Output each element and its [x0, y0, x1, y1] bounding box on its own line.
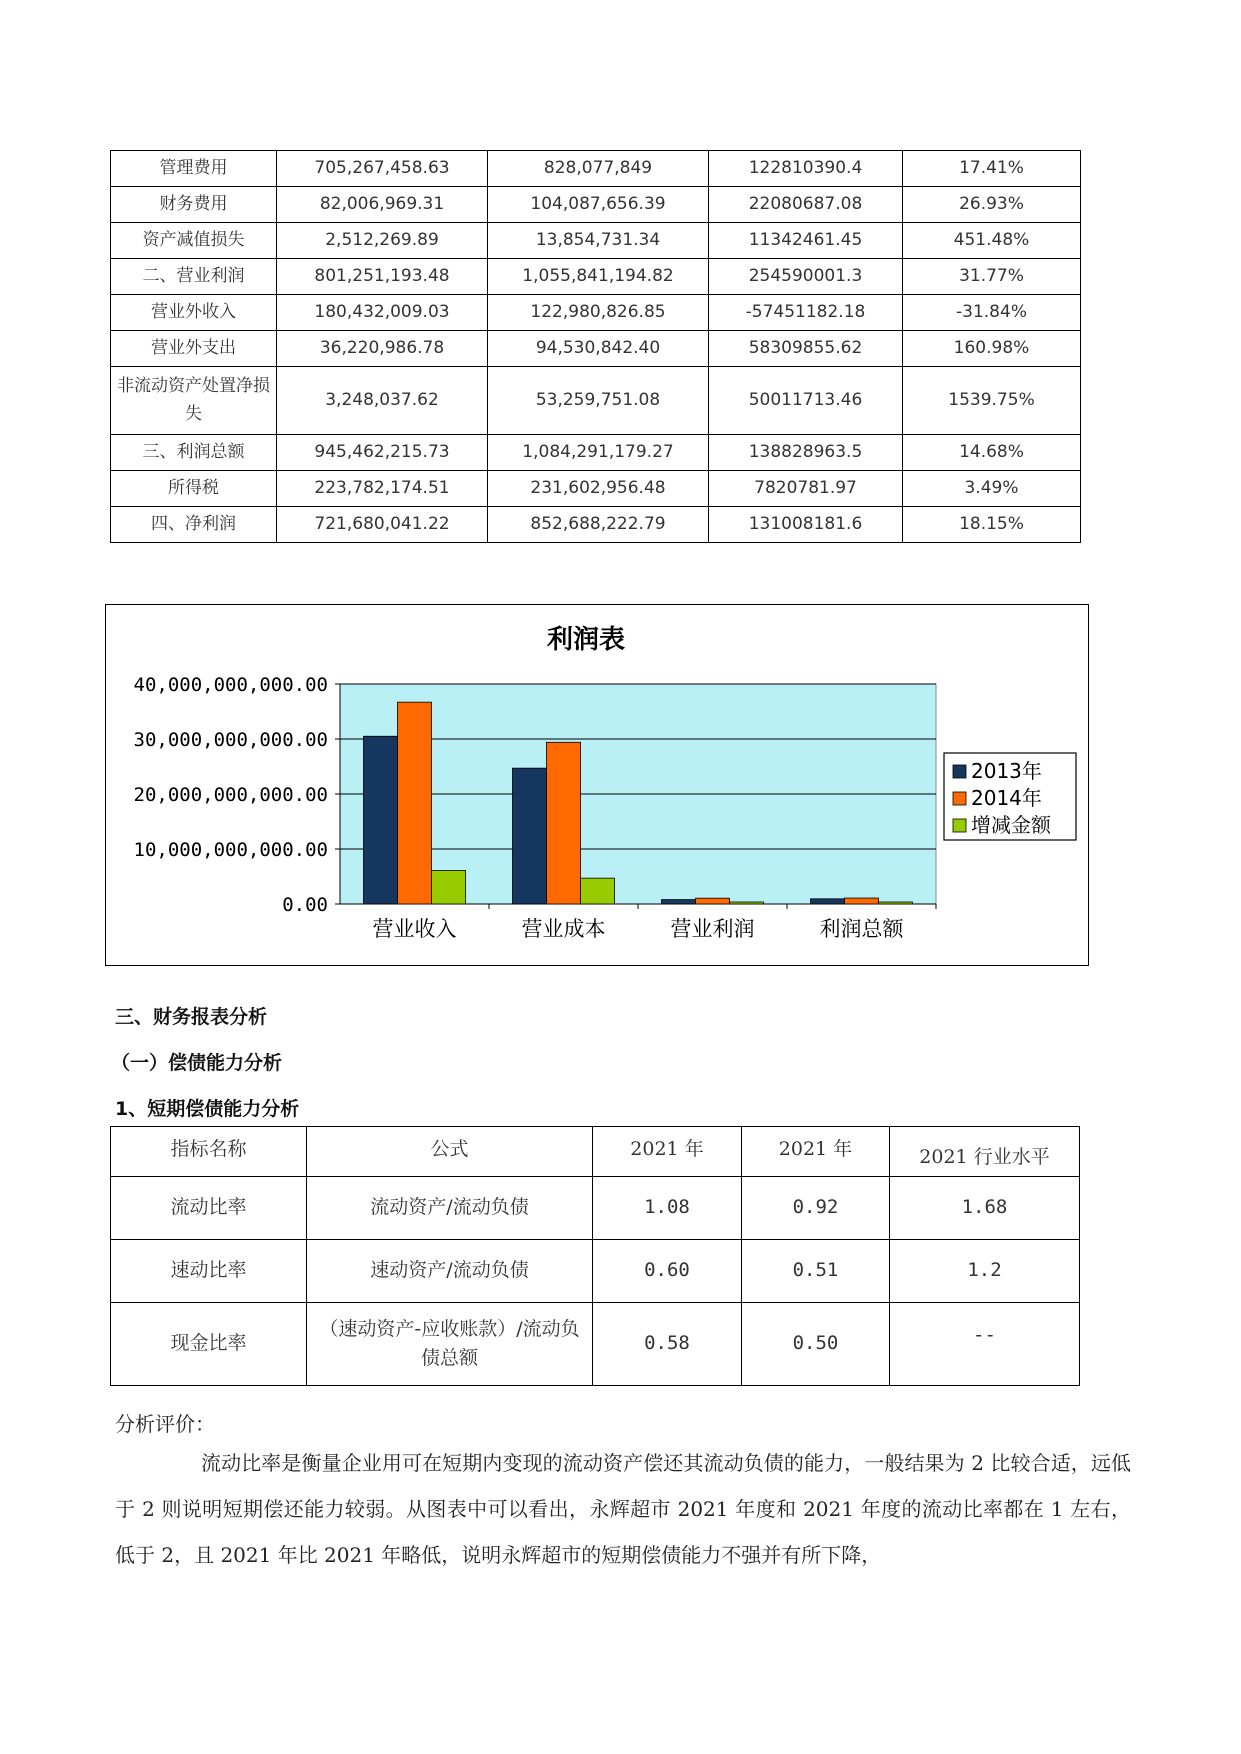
indicator-name: 速动比率	[111, 1240, 307, 1303]
row-name: 所得税	[111, 471, 277, 507]
header-year-a: 2021 年	[593, 1127, 742, 1177]
value-2014: 231,602,956.48	[488, 471, 709, 507]
section-heading: 三、财务报表分析	[115, 1006, 268, 1028]
y-tick-label: 0.00	[282, 894, 328, 916]
y-tick-label: 10,000,000,000.00	[133, 839, 328, 861]
value-2013: 223,782,174.51	[277, 471, 488, 507]
value-2014: 104,087,656.39	[488, 187, 709, 223]
value-2014: 828,077,849	[488, 151, 709, 187]
value-year-a: 1.08	[593, 1177, 742, 1240]
bar-2013	[513, 768, 547, 904]
legend-label: 2014年	[971, 786, 1042, 810]
income-table-row	[111, 187, 1081, 223]
change-pct: 31.77%	[903, 259, 1081, 295]
change-amount: 131008181.6	[709, 507, 903, 543]
value-2014: 94,530,842.40	[488, 331, 709, 367]
bar-2014	[547, 742, 581, 904]
change-pct: 1539.75%	[903, 367, 1081, 435]
value-2013: 180,432,009.03	[277, 295, 488, 331]
bar-change	[879, 902, 913, 904]
legend-label: 增减金额	[971, 813, 1051, 837]
analysis-paragraph: 流动比率是衡量企业用可在短期内变现的流动资产偿还其流动负债的能力，一般结果为 2 比较合适，远低于 2 则说明短期偿还能力较弱。从图表中可以看出，永辉超市 2021 年度和 2021 年度的流动比率都在 1 左右，低于 2，且 2021 年比 2021 年略低，说明永辉超市的短期偿债能力不强并有所下降，	[115, 1451, 1131, 1567]
header-formula: 公式	[307, 1127, 593, 1177]
bar-change	[581, 878, 615, 904]
formula: （速动资产-应收账款）/流动负债总额	[307, 1303, 593, 1386]
change-amount: 11342461.45	[709, 223, 903, 259]
change-pct: 17.41%	[903, 151, 1081, 187]
value-2013: 36,220,986.78	[277, 331, 488, 367]
row-name: 管理费用	[111, 151, 277, 187]
chart-title: 利润表	[546, 625, 626, 655]
value-2013: 801,251,193.48	[277, 259, 488, 295]
change-pct: 3.49%	[903, 471, 1081, 507]
value-2014: 1,084,291,179.27	[488, 435, 709, 471]
income-statement-table	[110, 150, 1081, 543]
row-name: 财务费用	[111, 187, 277, 223]
change-pct: 26.93%	[903, 187, 1081, 223]
header-indicator: 指标名称	[111, 1127, 307, 1177]
income-table-row	[111, 367, 1081, 435]
bar-change	[432, 870, 466, 904]
change-pct: 451.48%	[903, 223, 1081, 259]
industry-level: --	[890, 1303, 1080, 1386]
value-year-a: 0.60	[593, 1240, 742, 1303]
ratio-table-header-row	[111, 1127, 1080, 1177]
change-amount: 7820781.97	[709, 471, 903, 507]
y-tick-label: 20,000,000,000.00	[133, 784, 328, 806]
income-table-row	[111, 507, 1081, 543]
value-year-a: 0.58	[593, 1303, 742, 1386]
value-2013: 3,248,037.62	[277, 367, 488, 435]
short-term-solvency-table	[110, 1126, 1080, 1386]
income-table-row	[111, 151, 1081, 187]
row-name: 营业外支出	[111, 331, 277, 367]
industry-level: 1.2	[890, 1240, 1080, 1303]
change-pct: 160.98%	[903, 331, 1081, 367]
ratio-table-row	[111, 1303, 1080, 1386]
income-table-row	[111, 471, 1081, 507]
value-2014: 122,980,826.85	[488, 295, 709, 331]
legend-swatch	[953, 792, 966, 805]
value-2013: 2,512,269.89	[277, 223, 488, 259]
profit-chart-svg	[106, 605, 1088, 965]
value-2014: 1,055,841,194.82	[488, 259, 709, 295]
bar-2013	[662, 900, 696, 904]
income-table-row	[111, 259, 1081, 295]
y-tick-label: 30,000,000,000.00	[133, 729, 328, 751]
change-amount: 122810390.4	[709, 151, 903, 187]
row-name: 非流动资产处置净损失	[111, 367, 277, 435]
header-industry: 2021 行业水平	[890, 1127, 1080, 1177]
bar-2014	[845, 898, 879, 904]
bar-2013	[811, 899, 845, 904]
income-table-row	[111, 331, 1081, 367]
legend-label: 2013年	[971, 759, 1042, 783]
legend-swatch	[953, 819, 966, 832]
change-pct: 18.15%	[903, 507, 1081, 543]
income-table-row	[111, 435, 1081, 471]
bar-2013	[364, 736, 398, 904]
bar-change	[730, 902, 764, 904]
change-pct: 14.68%	[903, 435, 1081, 471]
x-category-label: 营业收入	[372, 917, 457, 941]
bar-2014	[398, 702, 432, 904]
row-name: 三、利润总额	[111, 435, 277, 471]
change-amount: 50011713.46	[709, 367, 903, 435]
industry-level: 1.68	[890, 1177, 1080, 1240]
value-2013: 705,267,458.63	[277, 151, 488, 187]
indicator-name: 现金比率	[111, 1303, 307, 1386]
formula: 流动资产/流动负债	[307, 1177, 593, 1240]
row-name: 四、净利润	[111, 507, 277, 543]
ratio-table-row	[111, 1240, 1080, 1303]
legend-swatch	[953, 765, 966, 778]
y-tick-label: 40,000,000,000.00	[133, 674, 328, 696]
indicator-name: 流动比率	[111, 1177, 307, 1240]
x-category-label: 利润总额	[819, 917, 904, 941]
value-2013: 721,680,041.22	[277, 507, 488, 543]
income-table-row	[111, 223, 1081, 259]
income-table-body	[111, 151, 1081, 543]
change-amount: 58309855.62	[709, 331, 903, 367]
value-year-b: 0.51	[742, 1240, 890, 1303]
value-2013: 945,462,215.73	[277, 435, 488, 471]
x-category-label: 营业利润	[670, 917, 755, 941]
value-2014: 13,854,731.34	[488, 223, 709, 259]
change-pct: -31.84%	[903, 295, 1081, 331]
row-name: 二、营业利润	[111, 259, 277, 295]
analysis-label: 分析评价：	[115, 1412, 215, 1436]
value-year-b: 0.50	[742, 1303, 890, 1386]
formula: 速动资产/流动负债	[307, 1240, 593, 1303]
sub-subsection-heading: 1、短期偿债能力分析	[115, 1098, 300, 1120]
x-category-label: 营业成本	[521, 917, 606, 941]
change-amount: 138828963.5	[709, 435, 903, 471]
change-amount: 22080687.08	[709, 187, 903, 223]
row-name: 资产减值损失	[111, 223, 277, 259]
header-year-b: 2021 年	[742, 1127, 890, 1177]
change-amount: 254590001.3	[709, 259, 903, 295]
value-2014: 852,688,222.79	[488, 507, 709, 543]
income-table-row	[111, 295, 1081, 331]
bar-2014	[696, 898, 730, 904]
ratio-table-row	[111, 1177, 1080, 1240]
value-2014: 53,259,751.08	[488, 367, 709, 435]
value-year-b: 0.92	[742, 1177, 890, 1240]
value-2013: 82,006,969.31	[277, 187, 488, 223]
subsection-heading: （一）偿债能力分析	[111, 1052, 283, 1074]
row-name: 营业外收入	[111, 295, 277, 331]
profit-chart	[105, 604, 1089, 966]
change-amount: -57451182.18	[709, 295, 903, 331]
ratio-table-body	[111, 1177, 1080, 1386]
